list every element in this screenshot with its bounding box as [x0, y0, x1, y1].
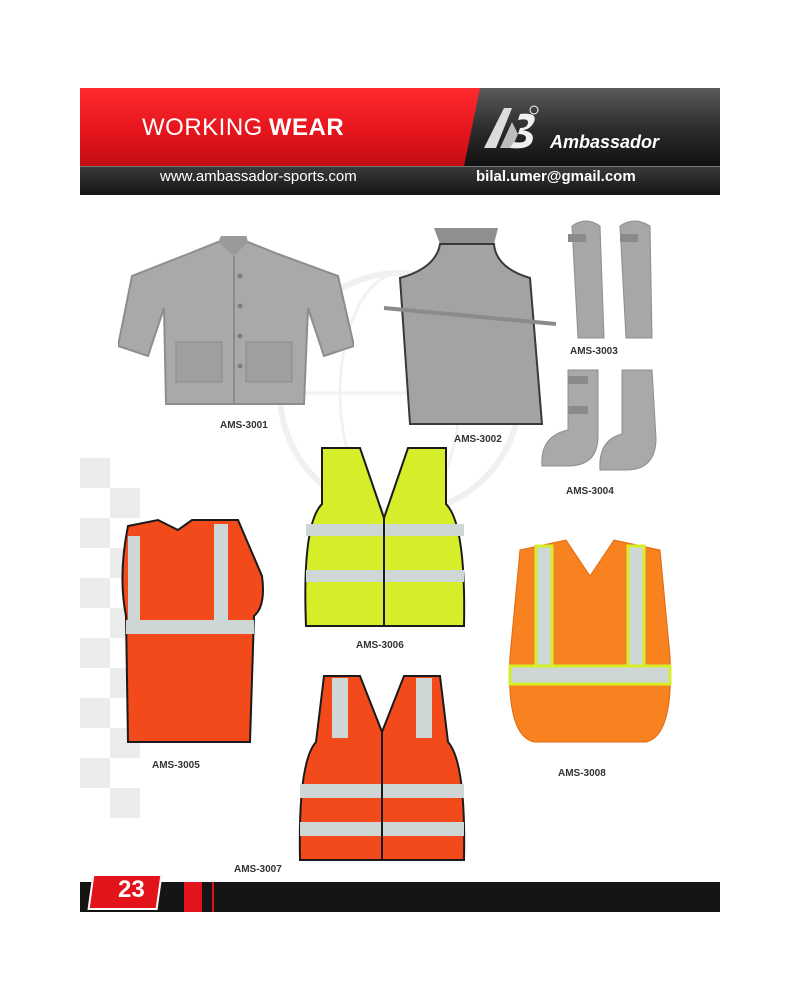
catalog-page: [80, 88, 720, 912]
product-code-ams-3003: AMS-3003: [570, 346, 618, 357]
product-code-ams-3007: AMS-3007: [234, 864, 282, 875]
page-title: [142, 114, 344, 142]
leather-spats-image: [538, 366, 662, 474]
leather-jacket-image: [118, 236, 354, 406]
orange-safety-vest-image: [118, 516, 266, 744]
ambassador-logo-icon: [482, 104, 542, 152]
yellow-safety-vest-image: [302, 444, 466, 630]
brand-name: Ambassador: [550, 132, 660, 152]
product-code-ams-3004: AMS-3004: [566, 486, 614, 497]
product-code-ams-3002: AMS-3002: [454, 434, 502, 445]
title-light: WORKING: [142, 114, 263, 141]
footer-divider: [202, 882, 212, 912]
orange-mesh-vest-image: [506, 536, 674, 746]
title-bold: WEAR: [268, 114, 345, 141]
contact-email[interactable]: bilal.umer@gmail.com: [476, 168, 636, 185]
product-code-ams-3008: AMS-3008: [558, 768, 606, 779]
product-code-ams-3006: AMS-3006: [356, 640, 404, 651]
footer-bar: [80, 882, 720, 912]
website-url[interactable]: www.ambassador-sports.com: [160, 168, 357, 185]
page-number: 23: [118, 876, 145, 903]
product-code-ams-3005: AMS-3005: [152, 760, 200, 771]
leather-apron-image: [380, 228, 558, 428]
leather-sleeves-image: [564, 214, 660, 344]
orange-safety-vest-image-2: [296, 672, 468, 864]
product-code-ams-3001: AMS-3001: [220, 420, 268, 431]
